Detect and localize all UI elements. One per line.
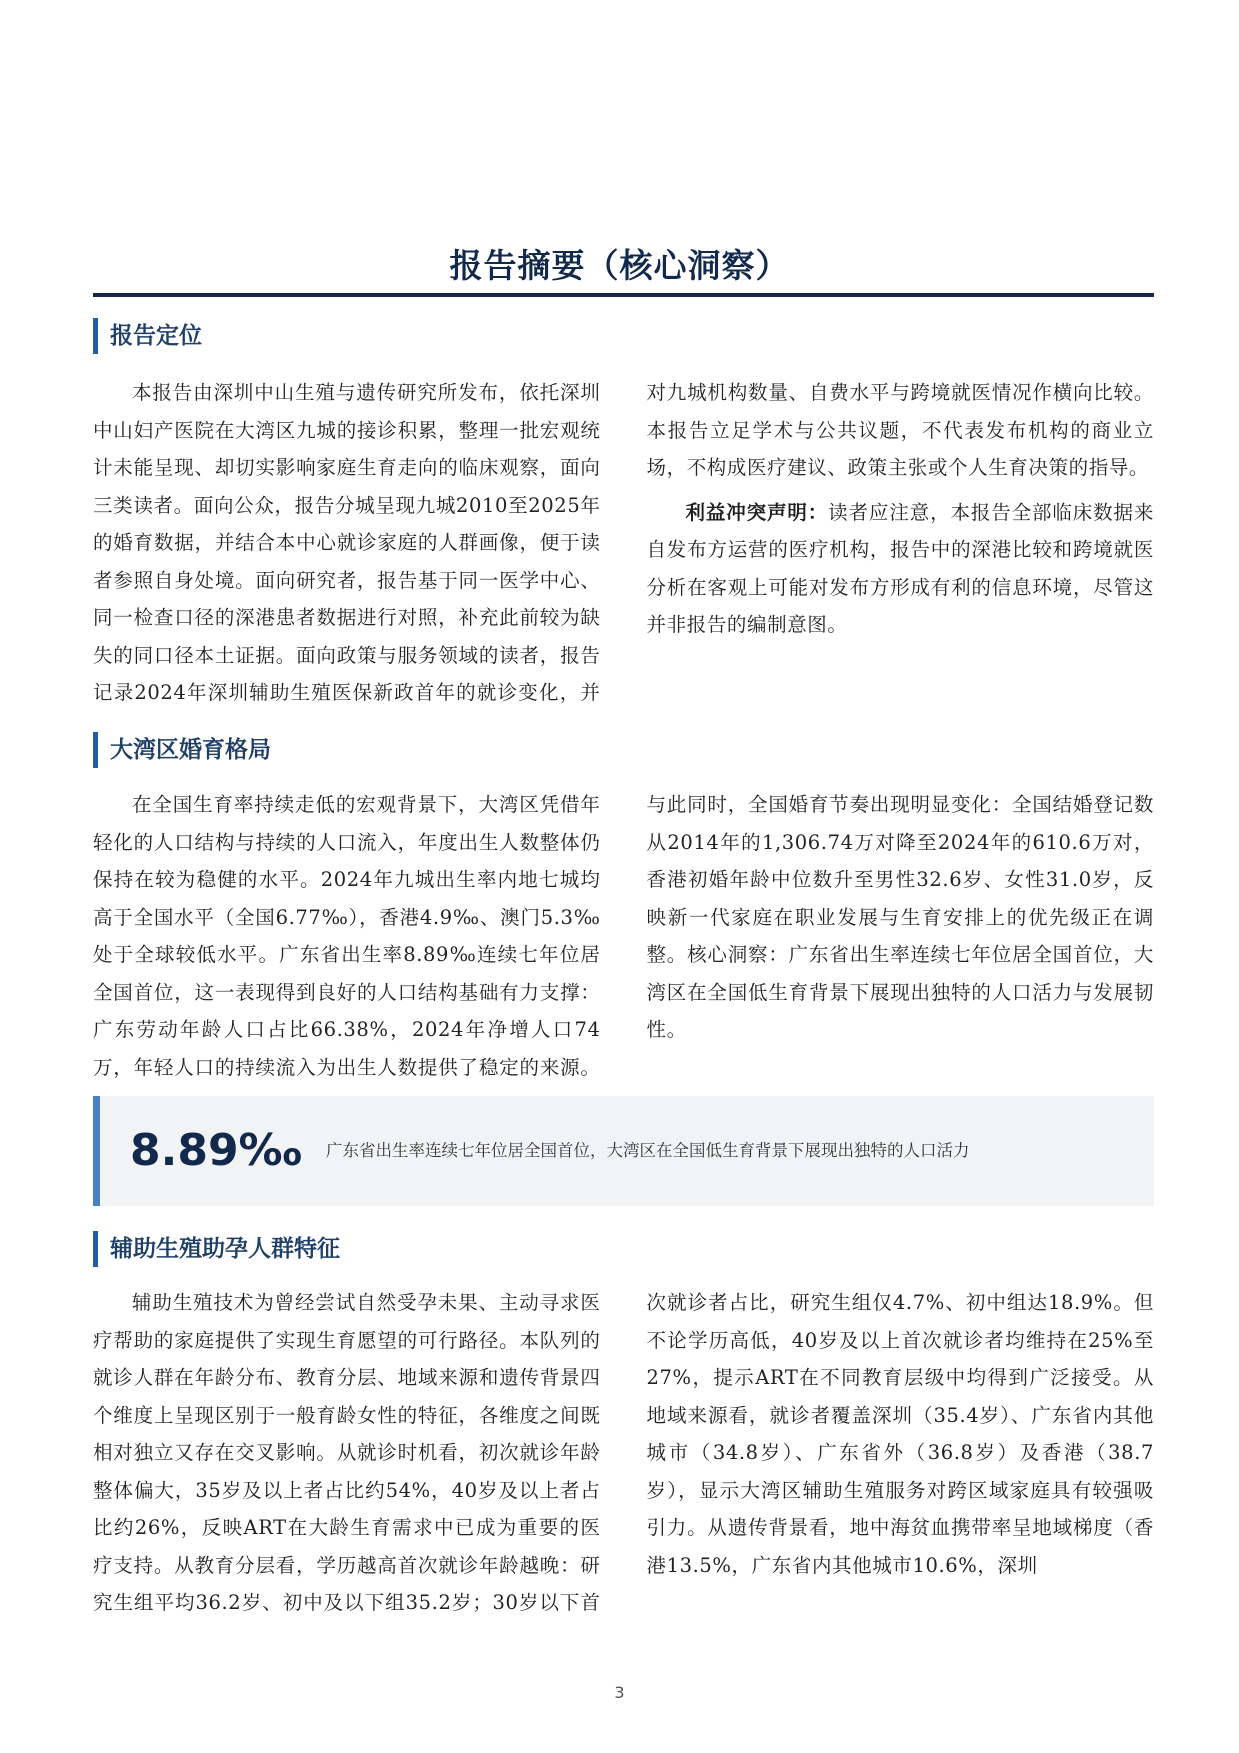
disclosure-text: 读者应注意，本报告全部临床数据来自发布方运营的医疗机构，报告中的深港比较和跨境就医分析在客观上可能对发布方形成有利的信息环境，尽管这并非报告的编制意图。 xyxy=(646,500,1154,636)
section-body-gba-marriage-fertility xyxy=(93,786,1154,1086)
key-figure-value: 8.89‰ xyxy=(130,1125,302,1176)
section-body-art-population xyxy=(93,1284,1154,1624)
key-figure-caption: 广东省出生率连续七年位居全国首位，大湾区在全国低生育背景下展现出独特的人口活力 xyxy=(326,1141,970,1160)
key-figure-callout xyxy=(93,1096,1154,1206)
page-number: 3 xyxy=(614,1683,625,1702)
section-heading-gba-marriage-fertility: 大湾区婚育格局 xyxy=(93,732,1154,768)
section-heading-art-population: 辅助生殖助孕人群特征 xyxy=(93,1231,1154,1267)
title-divider xyxy=(93,293,1154,297)
paragraph: 辅助生殖技术为曾经尝试自然受孕未果、主动寻求医疗帮助的家庭提供了实现生育愿望的可行路径。本队列的就诊人群在年龄分布、教育分层、地域来源和遗传背景四个维度上呈现区别于一般育龄女性的特征，各维度之间既相对独立又存在交叉影响。从就诊时机看，初次就诊年龄整体偏大，35岁及以上者占比约54%，40岁及以上者占比约26%，反映ART在大龄生育需求中已成为重要的医疗支持。从教育分层看，学历越高首次就诊年龄越晚：研究生组平均36.2岁、初中及以下组35.2岁；30岁以下首次就诊者占比，研究生组仅4.7%、初中组达18.9%。但不论学历高低，40岁及以上首次就诊者均维持在25%至27%，提示ART在不同教育层级中均得到广泛接受。从地域来源看，就诊者覆盖深圳（35.4岁）、广东省内其他城市（34.8岁）、广东省外（36.8岁）及香港（38.7岁），显示大湾区辅助生殖服务对跨区域家庭具有较强吸引力。从遗传背景看，地中海贫血携带率呈地域梯度（香港13.5%，广东省内其他城市10.6%，深圳 xyxy=(93,1291,1154,1614)
disclosure-paragraph xyxy=(647,494,1155,644)
paragraph: 在全国生育率持续走低的宏观背景下，大湾区凭借年轻化的人口结构与持续的人口流入，年度出生人数整体仍保持在较为稳健的水平。2024年九城出生率内地七城均高于全国水平（全国6.77‰），香港4.9‰、澳门5.3‰处于全球较低水平。广东省出生率8.89‰连续七年位居全国首位，这一表现得到良好的人口结构基础有力支撑：广东劳动年龄人口占比66.38%，2024年净增人口74万，年轻人口的持续流入为出生人数提供了稳定的来源。与此同时，全国婚育节奏出现明显变化：全国结婚登记数从2014年的1,306.74万对降至2024年的610.6万对，香港初婚年龄中位数升至男性32.6岁、女性31.0岁，反映新一代家庭在职业发展与生育安排上的优先级正在调整。核心洞察：广东省出生率连续七年位居全国首位，大湾区在全国低生育背景下展现出独特的人口活力与发展韧性。 xyxy=(93,793,1154,1079)
disclosure-label: 利益冲突声明： xyxy=(685,500,829,524)
section-body-report-positioning xyxy=(93,374,1154,714)
section-heading-report-positioning: 报告定位 xyxy=(93,318,1154,354)
paragraph: 本报告由深圳中山生殖与遗传研究所发布，依托深圳中山妇产医院在大湾区九城的接诊积累，整理一批宏观统计未能呈现、却切实影响家庭生育走向的临床观察，面向三类读者。面向公众，报告分城呈现九城2010至2025年的婚育数据，并结合本中心就诊家庭的人群画像，便于读者参照自身处境。面向研究者，报告基于同一医学中心、同一检查口径的深港患者数据进行对照，补充此前较为缺失的同口径本土证据。面向政策与服务领域的读者，报告记录2024年深圳辅助生殖医保新政首年的就诊变化，并对九城机构数量、自费水平与跨境就医情况作横向比较。本报告立足学术与公共议题，不代表发布机构的商业立场，不构成医疗建议、政策主张或个人生育决策的指导。 xyxy=(93,381,1154,704)
page-title: 报告摘要（核心洞察） xyxy=(449,246,790,285)
